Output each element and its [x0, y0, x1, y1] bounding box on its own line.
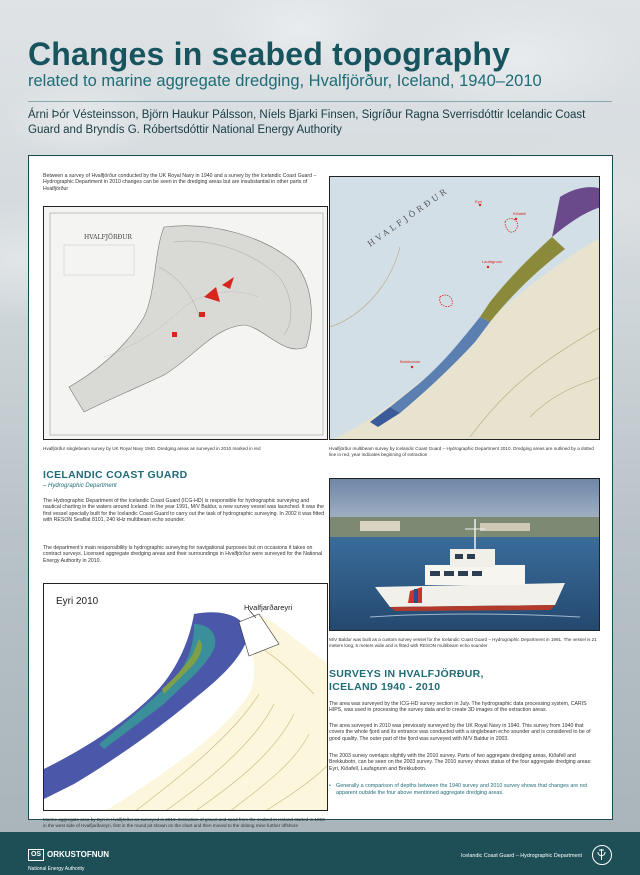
eyri-label: Eyri 2010: [56, 596, 99, 607]
intro-text: Between a survey of Hvalfjörður conducted by the UK Royal Navy in 1940 and a survey by the Icelandic Coast Guard – Hydrographic Department in 2010 changes can be seen in the dredging areas but are insubstantial in other parts of Hvalfjörður: [43, 173, 317, 192]
poster-subtitle: related to marine aggregate dredging, Hvalfjörður, Iceland, 1940–2010: [28, 72, 542, 90]
surveys-paragraph-2: The area surveyed in 2010 was previously surveyed by the UK Royal Navy in 1940. This survey from 1940 that covers the whole fjord and its entrance was conducted with a singlebeam echo sounder and is considered to be of good quality. The outer part of the fjord was surveyed with M/V Baldur in 2003.: [329, 723, 591, 742]
chart-2010-graphic: [330, 177, 600, 440]
surveys-heading-line-2: ICELAND 1940 - 2010: [329, 681, 441, 693]
coast-guard-subheading: – Hydrographic Department: [43, 483, 117, 489]
label-brekkubotn: Brekkubotn: [400, 359, 421, 364]
map1-caption: Hvalfjörður singlebeam survey by UK Royal Navy 1940. Dredging areas as surveyed in 2010 marked in red: [43, 446, 261, 451]
map-1940: [43, 206, 328, 440]
label-kidafell: Kiðafell: [513, 211, 527, 216]
title-divider: [28, 101, 612, 102]
poster-title: Changes in seabed topography: [28, 36, 511, 72]
surveys-bullet-text: Generally a comparison of depths between the 1940 survey and 2010 survey shows that changes are not apparent outside the four above mentioned aggregate dredging areas.: [336, 783, 588, 796]
content-panel: [28, 155, 613, 828]
coast-guard-emblem-icon: [592, 845, 612, 865]
orkustofnun-logo-mark: OS: [28, 849, 44, 861]
label-laufagrunn: Laufagrunn: [482, 259, 503, 264]
image-eyri-2010: [43, 583, 328, 811]
label-eyri: Eyri: [475, 199, 482, 204]
boat-illustration: [330, 479, 600, 631]
map2-title: HVALFJÖRÐUR: [365, 185, 451, 249]
surveys-paragraph-3: The 2003 survey overlaps slightly with the 2010 survey. Parts of two aggregate dredging areas, Kiðafell and Brekkubotn, can be seen on the 2003 survey. The 2010 survey shows status of the four aggregate dredging areas: Eyri, Kiðafell, Laufagrunn and Brekkubotn.: [329, 753, 592, 772]
bullet-icon: •: [329, 783, 331, 789]
orkustofnun-logo: [28, 846, 109, 872]
photo-mv-baldur: [329, 478, 600, 631]
authors: Árni Þór Vésteinsson, Björn Haukur Pálsson, Níels Bjarki Finsen, Sigríður Ragna Sverrisdóttir Icelandic Coast Guard and Bryndís G. Róbertsdóttir National Energy Authority: [28, 109, 586, 136]
map-2010-multibeam: [329, 176, 600, 440]
map1-title: HVALFJÖRÐUR: [84, 234, 132, 241]
orkustofnun-subtitle: National Energy Authority: [28, 866, 85, 872]
surveys-paragraph-1: The area was surveyed by the ICG-HD survey section in July. The hydrographic data processing system, CARIS HIPS, was used in processing the survey data and to create 3D images of the extraction areas.: [329, 701, 587, 714]
eyri-graphic: [44, 584, 328, 811]
hvalfjardareyri-label: Hvalfjarðareyri: [244, 603, 293, 612]
orkustofnun-name: ORKUSTOFNUN: [47, 850, 110, 860]
coast-guard-heading: ICELANDIC COAST GUARD: [43, 469, 188, 481]
eyri-caption: Marine aggregate area by Eyri in Hvalfjörður as surveyed in 2010. Extraction of gravel and sand from the seabed in Iceland started in 1963 in the west side of Hvalfjarðareyri, first in the round pit shown on the chart and then moved to the oblong mine further offshore: [43, 817, 325, 828]
coast-guard-paragraph-1: The Hydrographic Department of the Icelandic Coast Guard (ICG-HD) is responsible for hydrographic surveying and nautical charting in the waters around Iceland. In the year 1991, M/V Baldur, a new survey vessel was launched. It was the first vessel specially built for the Icelandic Coast Guard to carry out the task of hydrographic surveying. In 2002 it was fitted with RESON SeaBat 8101, 240 kHz multibeam echo sounder.: [43, 498, 325, 524]
boat-caption: M/V Baldur was built as a custom survey vessel for the Icelandic Coast Guard – Hydrographic Department in 1991. The vessel is 21 meters long, 5 meters wide and is fitted with RESON multibeam echo sounder: [329, 637, 597, 648]
footer-coast-guard-text: Icelandic Coast Guard – Hydrographic Department: [460, 853, 582, 859]
surveys-heading-line-1: SURVEYS IN HVALFJÖRÐUR,: [329, 668, 484, 680]
chart-1940-graphic: [44, 207, 328, 440]
surveys-bullet: [329, 783, 600, 796]
map2-caption: Hvalfjörður multibeam survey by Icelandic Coast Guard – Hydrographic Department 2010. Dredging areas are outlined by a dotted line in red, year indicates beginning of extraction: [329, 446, 594, 457]
coast-guard-paragraph-2: The department's main responsibility is hydrographic surveying for navigational purposes but on occasions it takes on contract surveys. Licensed aggregate dredging areas and their surroundings in Hvalfjörður were surveyed for the National Energy Authority in 2010.: [43, 545, 323, 564]
